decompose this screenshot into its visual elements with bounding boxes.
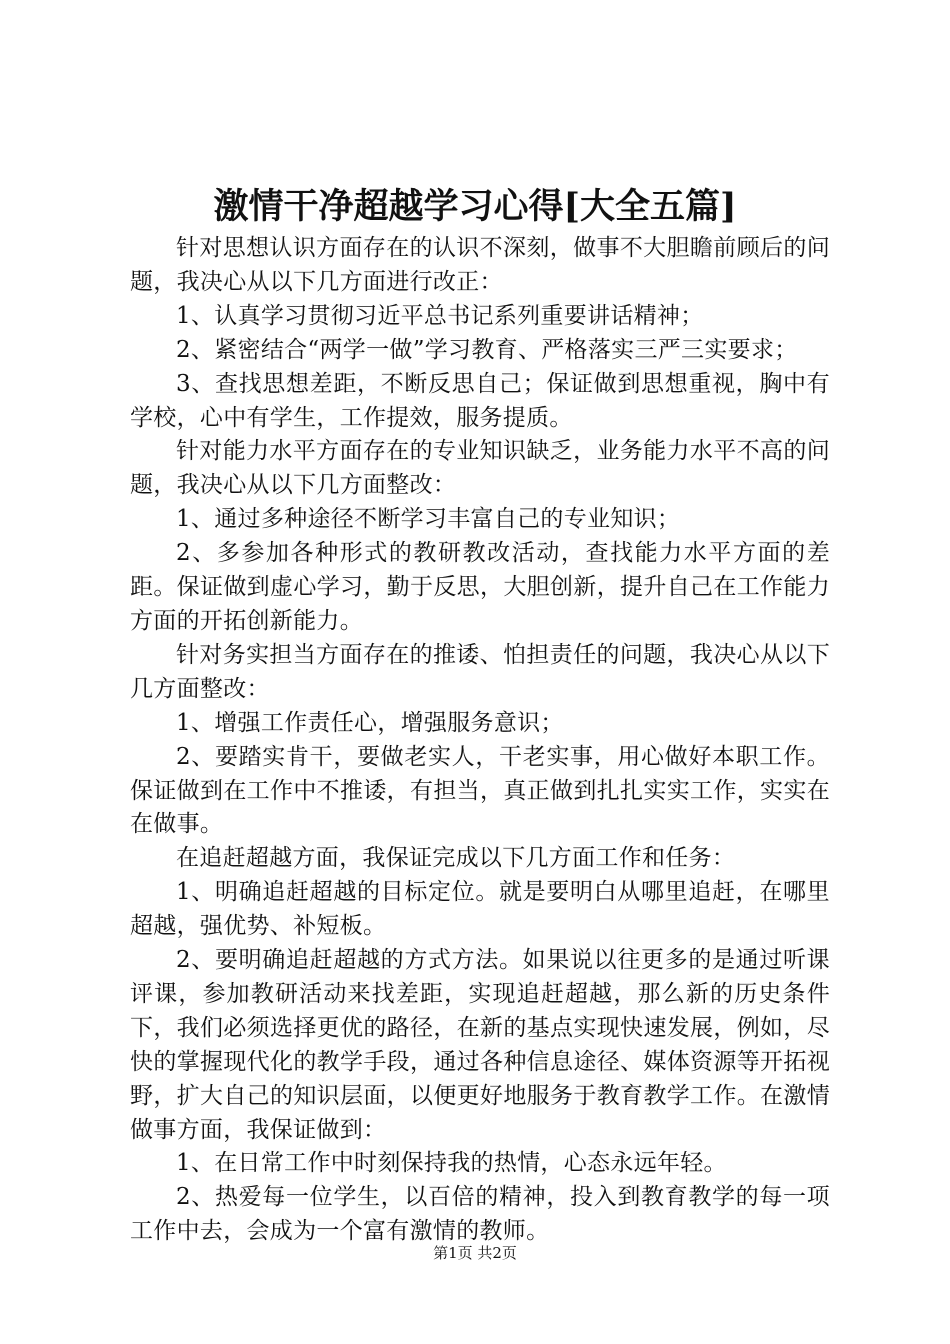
paragraph: 针对务实担当方面存在的推诿、怕担责任的问题，我决心从以下几方面整改：	[130, 641, 830, 702]
paragraph: 1、在日常工作中时刻保持我的热情，心态永远年轻。	[176, 1150, 727, 1177]
paragraph: 针对能力水平方面存在的专业知识缺乏，业务能力水平不高的问题，我决心从以下几方面整改：	[130, 438, 830, 499]
paragraph: 针对思想认识方面存在的认识不深刻，做事不大胆瞻前顾后的问题，我决心从以下几方面进行改正：	[130, 235, 830, 295]
paragraph: 3、查找思想差距，不断反思自己；保证做到思想重视，胸中有学校，心中有学生，工作提效，服务提质。	[130, 370, 830, 431]
document-title: 激情干净超越学习心得[大全五篇]	[213, 186, 737, 227]
paragraph: 1、通过多种途径不断学习丰富自己的专业知识；	[176, 506, 681, 533]
paragraph: 在追赶超越方面，我保证完成以下几方面工作和任务：	[176, 845, 736, 872]
page-number: 第1页 共2页	[433, 1244, 517, 1262]
paragraph: 1、明确追赶超越的目标定位。就是要明白从哪里追赶，在哪里超越，强优势、补短板。	[130, 879, 830, 940]
paragraph: 2、紧密结合“两学一做”学习教育、严格落实三严三实要求；	[176, 336, 798, 363]
document-body	[130, 232, 830, 1249]
paragraph: 2、要踏实肯干，要做老实人，干老实事，用心做好本职工作。保证做到在工作中不推诿，有担当，真正做到扎扎实实工作，实实在在做事。	[130, 743, 830, 838]
paragraph: 2、热爱每一位学生，以百倍的精神，投入到教育教学的每一项工作中去，会成为一个富有激情的教师。	[130, 1184, 830, 1245]
paragraph: 1、增强工作责任心，增强服务意识；	[176, 709, 564, 736]
paragraph: 2、多参加各种形式的教研教改活动，查找能力水平方面的差距。保证做到虚心学习，勤于反思，大胆创新，提升自己在工作能力方面的开拓创新能力。	[130, 540, 830, 634]
paragraph: 2、要明确追赶超越的方式方法。如果说以往更多的是通过听课评课，参加教研活动来找差距，实现追赶超越，那么新的历史条件下，我们必须选择更优的路径，在新的基点实现快速发展，例如，尽快的掌握现代化的教学手段，通过各种信息途径、媒体资源等开拓视野，扩大自己的知识层面，以便更好地服务于教育教学工作。在激情做事方面，我保证做到：	[130, 947, 830, 1143]
paragraph: 1、认真学习贯彻习近平总书记系列重要讲话精神；	[176, 302, 704, 329]
